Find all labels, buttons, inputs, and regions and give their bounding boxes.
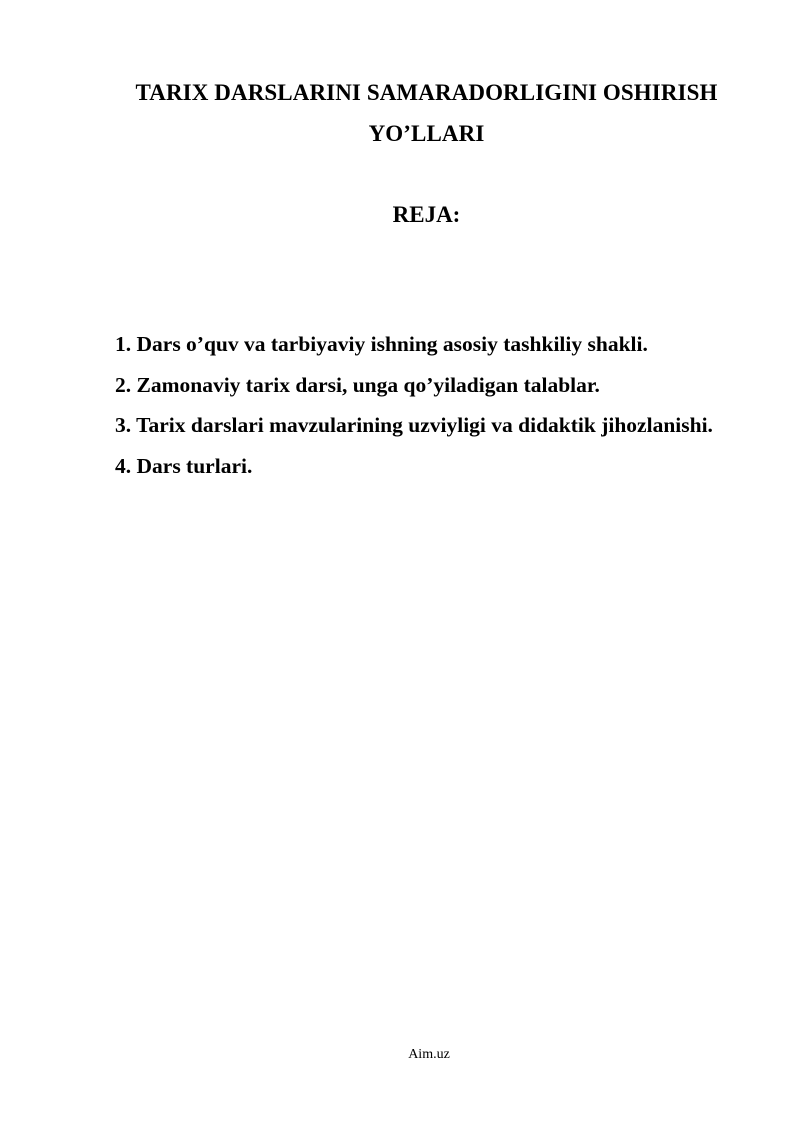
plan-item-3: 3. Tarix darslari mavzularining uzviyligi va didaktik jihozlanishi. <box>115 413 713 437</box>
title-line-1: TARIX DARSLARINI SAMARADORLIGINI OSHIRISH <box>135 80 718 105</box>
plan-heading: REJA: <box>392 202 461 227</box>
document-title <box>0 72 800 154</box>
plan-item-2: 2. Zamonaviy tarix darsi, unga qo’yiladigan talablar. <box>115 372 600 397</box>
page-footer: Aim.uz <box>408 1047 450 1062</box>
plan-item-1: 1. Dars o’quv va tarbiyaviy ishning asosiy tashkiliy shakli. <box>115 332 648 356</box>
title-line-2: YO’LLARI <box>368 121 485 146</box>
plan-list <box>115 324 743 486</box>
plan-item-4: 4. Dars turlari. <box>115 453 253 478</box>
